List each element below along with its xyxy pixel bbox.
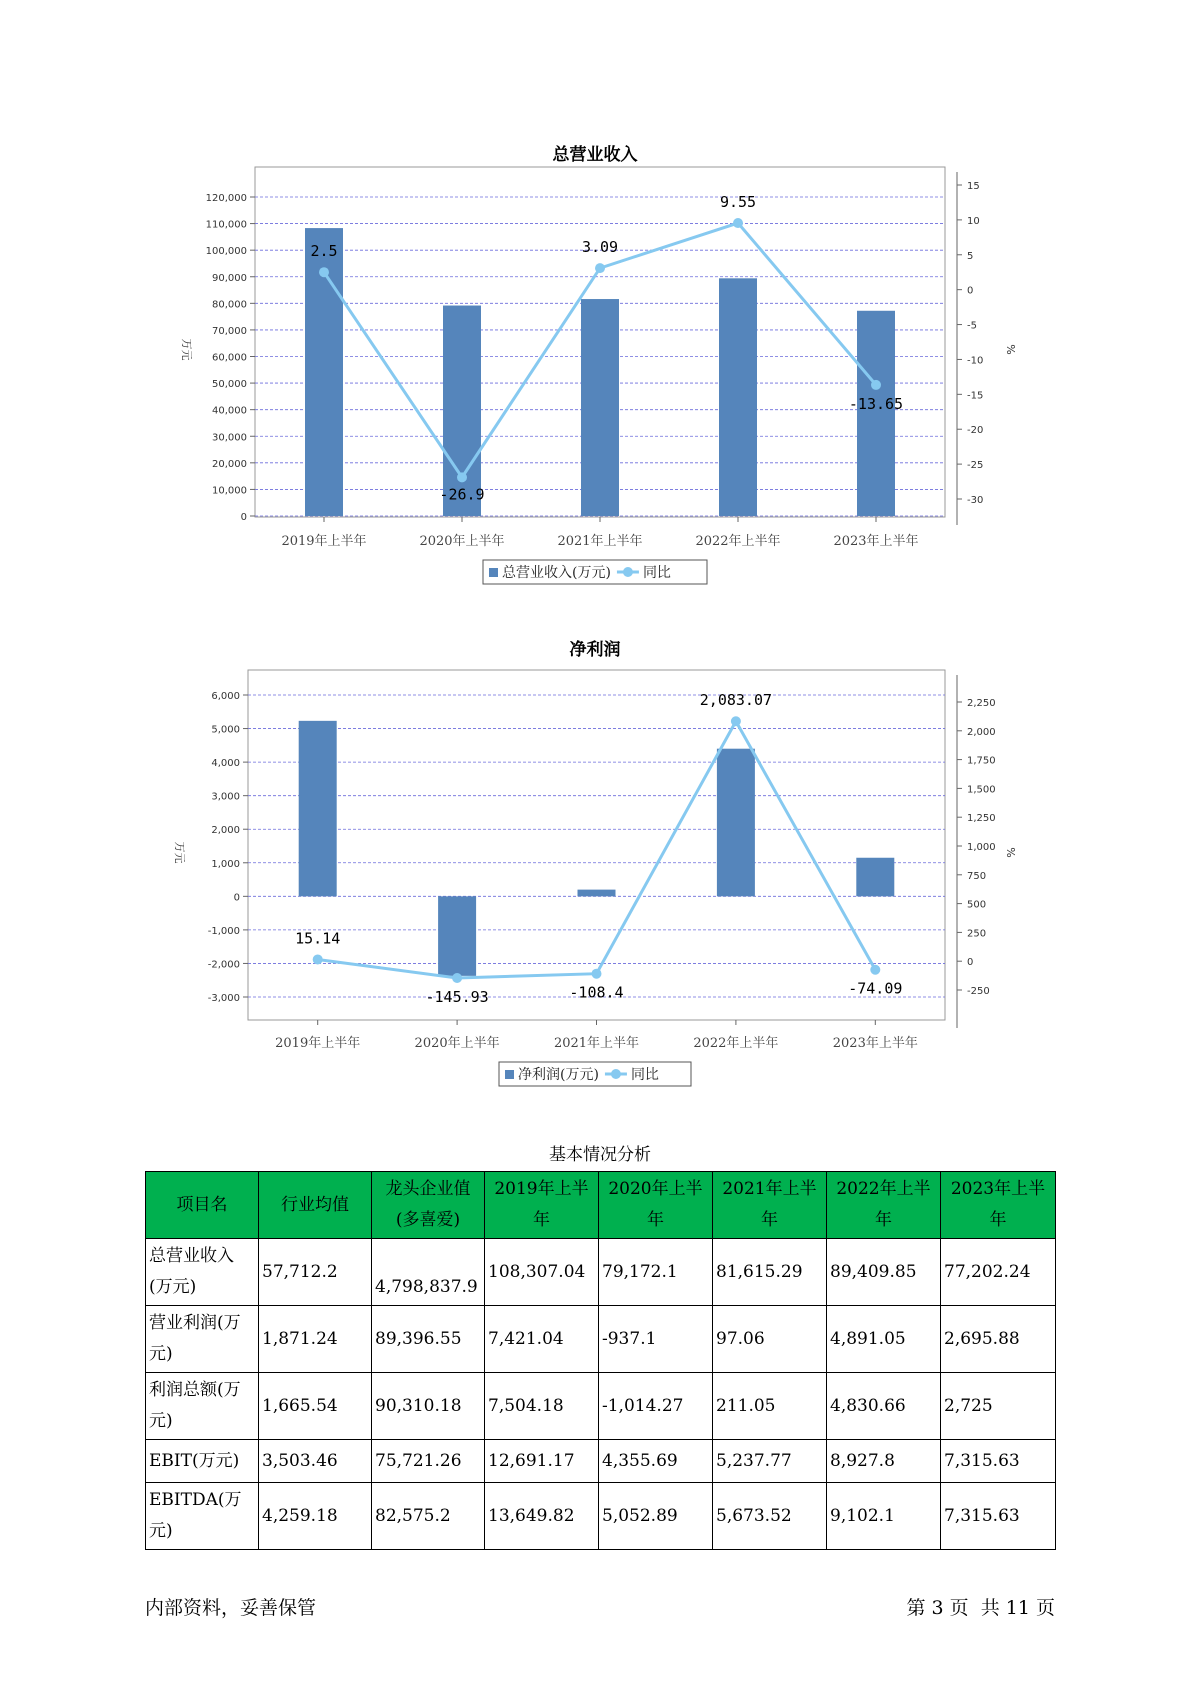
data-label: -26.9 xyxy=(439,485,485,504)
basic-analysis-table xyxy=(145,1171,1056,1550)
x-tick-label: 2022年上半年 xyxy=(695,534,781,549)
table-cell: 5,052.89 xyxy=(599,1483,713,1550)
y-tick-label: 110,000 xyxy=(205,219,247,231)
y-tick-label: 120,000 xyxy=(205,193,247,204)
data-label: -74.09 xyxy=(848,979,903,998)
table-cell: 8,927.8 xyxy=(827,1440,941,1483)
y-tick-label: 2,000 xyxy=(211,825,240,837)
revenue-chart xyxy=(0,135,1191,595)
data-label: 15.14 xyxy=(295,929,341,948)
legend-line-marker xyxy=(611,1069,621,1079)
y-tick-label: -3,000 xyxy=(207,993,240,1004)
yoy-line xyxy=(318,721,876,978)
yoy-point xyxy=(313,954,323,964)
y2-tick-label: -250 xyxy=(967,986,990,997)
y2-tick-label: 10 xyxy=(967,215,980,227)
table-header-row xyxy=(146,1172,1056,1239)
table-cell: 4,259.18 xyxy=(259,1483,372,1550)
footer-left: 内部资料，妥善保管 xyxy=(145,1597,317,1619)
plot-frame xyxy=(248,670,945,1020)
y2-axis-unit: % xyxy=(1004,344,1017,355)
table-cell: 89,409.85 xyxy=(827,1239,941,1306)
footer-right: 第 3 页 共 11 页 xyxy=(906,1597,1055,1619)
bar xyxy=(717,749,755,897)
table-cell: -1,014.27 xyxy=(599,1373,713,1440)
bar xyxy=(438,896,476,976)
legend xyxy=(499,1062,691,1086)
x-tick-label: 2021年上半年 xyxy=(553,1036,640,1051)
y2-tick-label: -5 xyxy=(967,320,977,332)
data-label: 2.5 xyxy=(310,242,338,261)
table-cell: 4,891.05 xyxy=(827,1306,941,1373)
legend-line-label: 同比 xyxy=(630,1067,659,1083)
table-cell: 81,615.29 xyxy=(713,1239,827,1306)
y-tick-label: -1,000 xyxy=(207,925,240,937)
table-cell: 总营业收入(万元) xyxy=(146,1239,259,1306)
net-profit-chart-svg xyxy=(0,635,1191,1095)
y-tick-label: 40,000 xyxy=(212,405,247,417)
table-cell: 1,871.24 xyxy=(259,1306,372,1373)
table-cell: 90,310.18 xyxy=(372,1373,485,1440)
data-label: 9.55 xyxy=(719,193,757,212)
y2-tick-label: -20 xyxy=(967,425,984,437)
y-tick-label: 80,000 xyxy=(212,299,247,311)
y-tick-label: 0 xyxy=(233,892,240,904)
y2-tick-label: -15 xyxy=(967,390,984,402)
table-cell: 1,665.54 xyxy=(259,1373,372,1440)
x-tick-label: 2020年上半年 xyxy=(414,1036,500,1051)
y2-tick-label: 2,250 xyxy=(967,698,996,709)
table-cell: 5,237.77 xyxy=(713,1440,827,1483)
y-axis-unit: 万元 xyxy=(173,841,186,864)
table-cell: 9,102.1 xyxy=(827,1483,941,1550)
table-cell: 营业利润(万元) xyxy=(146,1306,259,1373)
y2-tick-label: -25 xyxy=(967,460,984,472)
y-tick-label: 10,000 xyxy=(212,485,247,497)
table-cell: -937.1 xyxy=(599,1306,713,1373)
table-cell: 4,355.69 xyxy=(599,1440,713,1483)
yoy-point xyxy=(731,716,741,726)
data-label: -145.93 xyxy=(425,988,489,1007)
table-cell: EBIT(万元) xyxy=(146,1440,259,1483)
y-tick-label: 50,000 xyxy=(212,379,247,391)
table-cell: 108,307.04 xyxy=(485,1239,599,1306)
revenue-chart-svg xyxy=(0,135,1191,595)
y-tick-label: 1,000 xyxy=(211,858,240,870)
table-title: 基本情况分析 xyxy=(549,1145,651,1165)
x-tick-label: 2022年上半年 xyxy=(693,1036,779,1051)
legend-bar-swatch xyxy=(489,568,498,577)
x-tick-label: 2023年上半年 xyxy=(832,1036,918,1051)
yoy-point xyxy=(870,965,880,975)
table-cell: 4,830.66 xyxy=(827,1373,941,1440)
table-cell: 57,712.2 xyxy=(259,1239,372,1306)
y2-tick-label: 0 xyxy=(967,957,974,969)
chart-title: 总营业收入 xyxy=(552,145,638,165)
y2-tick-label: 1,250 xyxy=(967,813,996,825)
table-row xyxy=(146,1239,1056,1306)
table-row xyxy=(146,1483,1056,1550)
legend-bar-swatch xyxy=(505,1070,514,1079)
table-cell: 7,504.18 xyxy=(485,1373,599,1440)
header-cell: 2020年上半年 xyxy=(599,1172,713,1239)
data-label: -108.4 xyxy=(569,983,624,1002)
table-cell: 12,691.17 xyxy=(485,1440,599,1483)
legend-bar-label: 总营业收入(万元) xyxy=(502,565,611,581)
header-cell: 项目名 xyxy=(146,1172,259,1239)
y-tick-label: 20,000 xyxy=(212,458,247,470)
data-label: 3.09 xyxy=(581,238,619,257)
x-tick-label: 2019年上半年 xyxy=(275,1036,361,1051)
y2-tick-label: 1,750 xyxy=(967,755,996,767)
y-tick-label: 60,000 xyxy=(212,352,247,364)
table-cell: 89,396.55 xyxy=(372,1306,485,1373)
table-cell: EBITDA(万元) xyxy=(146,1483,259,1550)
y2-tick-label: 500 xyxy=(967,899,987,911)
yoy-point xyxy=(871,380,881,390)
y2-axis-unit: % xyxy=(1004,847,1017,858)
legend-line-label: 同比 xyxy=(642,565,671,581)
y2-tick-label: -30 xyxy=(967,495,984,506)
y-tick-label: 0 xyxy=(240,512,247,523)
y-tick-label: 100,000 xyxy=(205,246,247,258)
legend-bar-label: 净利润(万元) xyxy=(518,1067,599,1083)
table-cell: 97.06 xyxy=(713,1306,827,1373)
header-cell: 2022年上半年 xyxy=(827,1172,941,1239)
data-label: -13.65 xyxy=(848,394,904,413)
x-tick-label: 2019年上半年 xyxy=(281,534,367,549)
y2-tick-label: 750 xyxy=(967,870,987,882)
yoy-point xyxy=(592,969,602,979)
bar xyxy=(299,721,337,896)
bar xyxy=(719,278,757,516)
y2-tick-label: 1,500 xyxy=(967,784,996,796)
legend xyxy=(483,560,707,584)
y-tick-label: 6,000 xyxy=(211,691,240,702)
y-tick-label: 3,000 xyxy=(211,791,240,803)
table-cell: 4,798,837.9 xyxy=(372,1239,485,1306)
y2-tick-label: 0 xyxy=(967,285,974,297)
yoy-point xyxy=(319,267,329,277)
bar xyxy=(578,890,616,897)
data-label: 2,083.07 xyxy=(699,691,773,710)
header-cell: 2019年上半年 xyxy=(485,1172,599,1239)
table-row xyxy=(146,1306,1056,1373)
y-tick-label: 5,000 xyxy=(211,724,240,736)
table-cell: 3,503.46 xyxy=(259,1440,372,1483)
x-tick-label: 2021年上半年 xyxy=(557,534,643,549)
legend-line-marker xyxy=(623,567,633,577)
y-axis-unit: 万元 xyxy=(180,338,193,361)
table-cell: 79,172.1 xyxy=(599,1239,713,1306)
table-cell: 211.05 xyxy=(713,1373,827,1440)
header-cell: 2023年上半年 xyxy=(941,1172,1056,1239)
yoy-point xyxy=(452,973,462,983)
table-cell: 5,673.52 xyxy=(713,1483,827,1550)
bar xyxy=(856,858,894,897)
net-profit-chart xyxy=(0,635,1191,1095)
y2-tick-label: 2,000 xyxy=(967,726,996,738)
y-tick-label: 70,000 xyxy=(212,325,247,337)
basic-analysis-section xyxy=(145,1140,1055,1550)
y-tick-label: 30,000 xyxy=(212,432,247,444)
yoy-point xyxy=(733,218,743,228)
bar xyxy=(857,311,895,516)
y2-tick-label: 5 xyxy=(967,250,974,262)
table-cell: 7,421.04 xyxy=(485,1306,599,1373)
table-cell: 13,649.82 xyxy=(485,1483,599,1550)
header-cell: 2021年上半年 xyxy=(713,1172,827,1239)
table-cell: 2,695.88 xyxy=(941,1306,1056,1373)
x-tick-label: 2023年上半年 xyxy=(833,534,919,549)
table-row xyxy=(146,1440,1056,1483)
header-cell: 龙头企业值(多喜爱) xyxy=(372,1172,485,1239)
table-cell: 82,575.2 xyxy=(372,1483,485,1550)
table-cell: 2,725 xyxy=(941,1373,1056,1440)
table-cell: 75,721.26 xyxy=(372,1440,485,1483)
table-cell: 77,202.24 xyxy=(941,1239,1056,1306)
table-cell: 利润总额(万元) xyxy=(146,1373,259,1440)
bar xyxy=(581,299,619,516)
table-cell: 7,315.63 xyxy=(941,1440,1056,1483)
y-tick-label: 90,000 xyxy=(212,272,247,284)
header-cell: 行业均值 xyxy=(259,1172,372,1239)
yoy-point xyxy=(595,263,605,273)
table-cell: 7,315.63 xyxy=(941,1483,1056,1550)
y2-tick-label: 1,000 xyxy=(967,842,996,853)
y-tick-label: 4,000 xyxy=(211,758,240,770)
y2-tick-label: -10 xyxy=(967,355,984,367)
y2-tick-label: 250 xyxy=(967,928,987,940)
x-tick-label: 2020年上半年 xyxy=(419,534,505,549)
y2-tick-label: 15 xyxy=(967,181,980,192)
chart-title: 净利润 xyxy=(569,640,621,660)
y-tick-label: -2,000 xyxy=(207,959,240,971)
yoy-point xyxy=(457,472,467,482)
table-row xyxy=(146,1373,1056,1440)
